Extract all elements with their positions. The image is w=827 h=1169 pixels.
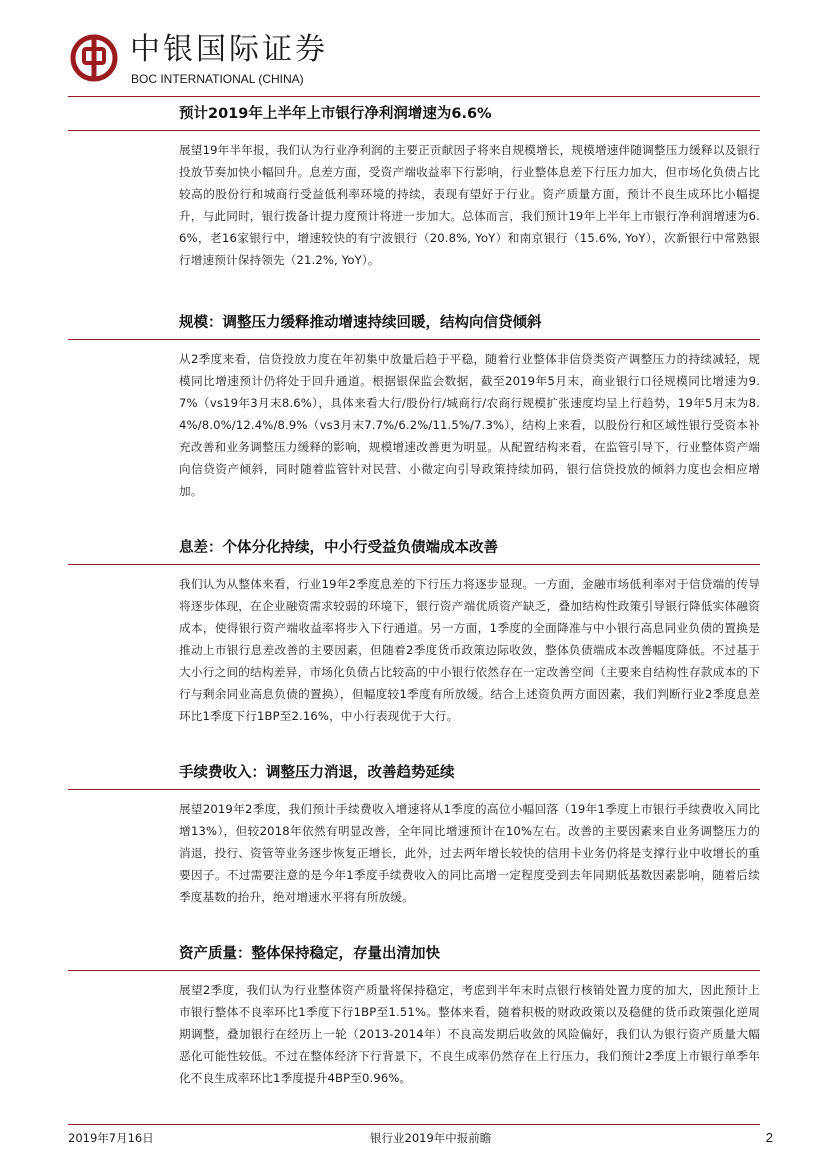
section-body: 展望2019年2季度，我们预计手续费收入增速将从1季度的高位小幅回落（19年1季度上市银行手续费收入同比增13%），但较2018年依然有明显改善，全年同比增速预计在10%左右。改善的主要因素来自业务调整压力的消退，投行、资管等业务逐步恢复正增长，此外，过去两年增长较快的信用卡业务仍将是支撑行业中收增长的重要因子。不过需要注意的是今年1季度手续费收入的同比高增一定程度受到去年同期低基数因素影响，随着后续季度基数的抬升，绝对增速水平将有所放缓。	[179, 802, 760, 904]
section-asset-quality	[68, 944, 760, 1089]
section-title: 资产质量：整体保持稳定，存量出清加快	[68, 944, 760, 971]
section-net-interest-margin	[68, 538, 760, 727]
footer-date: 2019年7月16日	[68, 1131, 154, 1145]
section-title: 手续费收入：调整压力消退，改善趋势延续	[68, 763, 760, 790]
boc-logo-icon	[70, 34, 118, 82]
footer-report-title: 银行业2019年中报前瞻	[370, 1131, 492, 1145]
page-number: 2	[765, 1130, 773, 1145]
section-title: 预计2019年上半年上市银行净利润增速为6.6%	[68, 104, 760, 131]
footer-divider	[68, 1124, 760, 1125]
section-profit-forecast	[68, 104, 760, 271]
section-body: 从2季度来看，信贷投放力度在年初集中放量后趋于平稳，随着行业整体非信贷类资产调整压力的持续减轻，规模同比增速预计仍将处于回升通道。根据银保监会数据，截至2019年5月末，商业银行口径规模同比增速为9.7%（vs19年3月末8.6%），具体来看大行/股份行/城商行/农商行规模扩张速度均呈上行趋势，19年5月末为8.4%/8.0%/12.4%/8.9%（vs3月末7.7%/6.2%/11.5%/7.3%），结构上来看，以股份行和区域性银行受资本补充改善和业务调整压力缓释的影响，规模增速改善更为明显。从配置结构来看，在监管引导下，行业整体资产端向信贷资产倾斜，同时随着监管针对民营、小微定向引导政策持续加码，银行信贷投放的倾斜力度也会相应增加。	[179, 352, 760, 498]
section-body: 展望2季度，我们认为行业整体资产质量将保持稳定，考虑到半年末时点银行核销处置力度的加大，因此预计上市银行整体不良率环比1季度下行1BP至1.51%。整体来看，随着积极的财政政策以及稳健的货币政策强化逆周期调整，叠加银行在经历上一轮（2013-2014年）不良高发期后收敛的风险偏好，我们认为银行资产质量大幅恶化可能性较低。不过在整体经济下行背景下，不良生成率仍然存在上行压力，我们预计2季度上市银行单季年化不良生成率环比1季度提升4BP至0.96%。	[179, 983, 760, 1085]
brand-name-cn: 中银国际证券	[130, 32, 328, 67]
header-divider	[68, 96, 760, 97]
brand-name-en: BOC INTERNATIONAL (CHINA)	[131, 72, 304, 86]
report-header	[70, 30, 760, 100]
section-title: 息差：个体分化持续，中小行受益负债端成本改善	[68, 538, 760, 565]
section-body: 我们认为从整体来看，行业19年2季度息差的下行压力将逐步显现。一方面，金融市场低利率对于信贷端的传导将逐步体现，在企业融资需求较弱的环境下，银行资产端优质资产缺乏，叠加结构性政策引导银行降低实体融资成本，使得银行资产端收益率将步入下行通道。另一方面，1季度的全面降准与中小银行高息同业负债的置换是推动上市银行息差改善的主要因素，但随着2季度货币政策边际收敛，整体负债端成本改善幅度降低。不过基于大小行之间的结构差异，市场化负债占比较高的中小银行依然存在一定改善空间（主要来自结构性存款成本的下行与剩余同业高息负债的置换），但幅度较1季度有所放缓。结合上述资负两方面因素，我们判断行业2季度息差环比1季度下行1BP至2.16%，中小行表现优于大行。	[179, 577, 760, 723]
section-fee-income	[68, 763, 760, 908]
section-body: 展望19年半年报，我们认为行业净利润的主要正贡献因子将来自规模增长，规模增速伴随调整压力缓释以及银行投放节奏加快小幅回升。息差方面，受资产端收益率下行影响，行业整体息差下行压力加大，但市场化负债占比较高的股份行和城商行受益低利率环境的持续，表现有望好于行业。资产质量方面，预计不良生成环比小幅提升，与此同时，银行拨备计提力度预计将进一步加大。总体而言，我们预计19年上半年上市银行净利润增速为6.6%，老16家银行中，增速较快的有宁波银行（20.8%, YoY）和南京银行（15.6%, YoY），次新银行中常熟银行增速预计保持领先（21.2%, YoY）。	[179, 143, 760, 267]
section-scale	[68, 313, 760, 502]
section-title: 规模：调整压力缓释推动增速持续回暖，结构向信贷倾斜	[68, 313, 760, 340]
report-content	[68, 104, 760, 1089]
